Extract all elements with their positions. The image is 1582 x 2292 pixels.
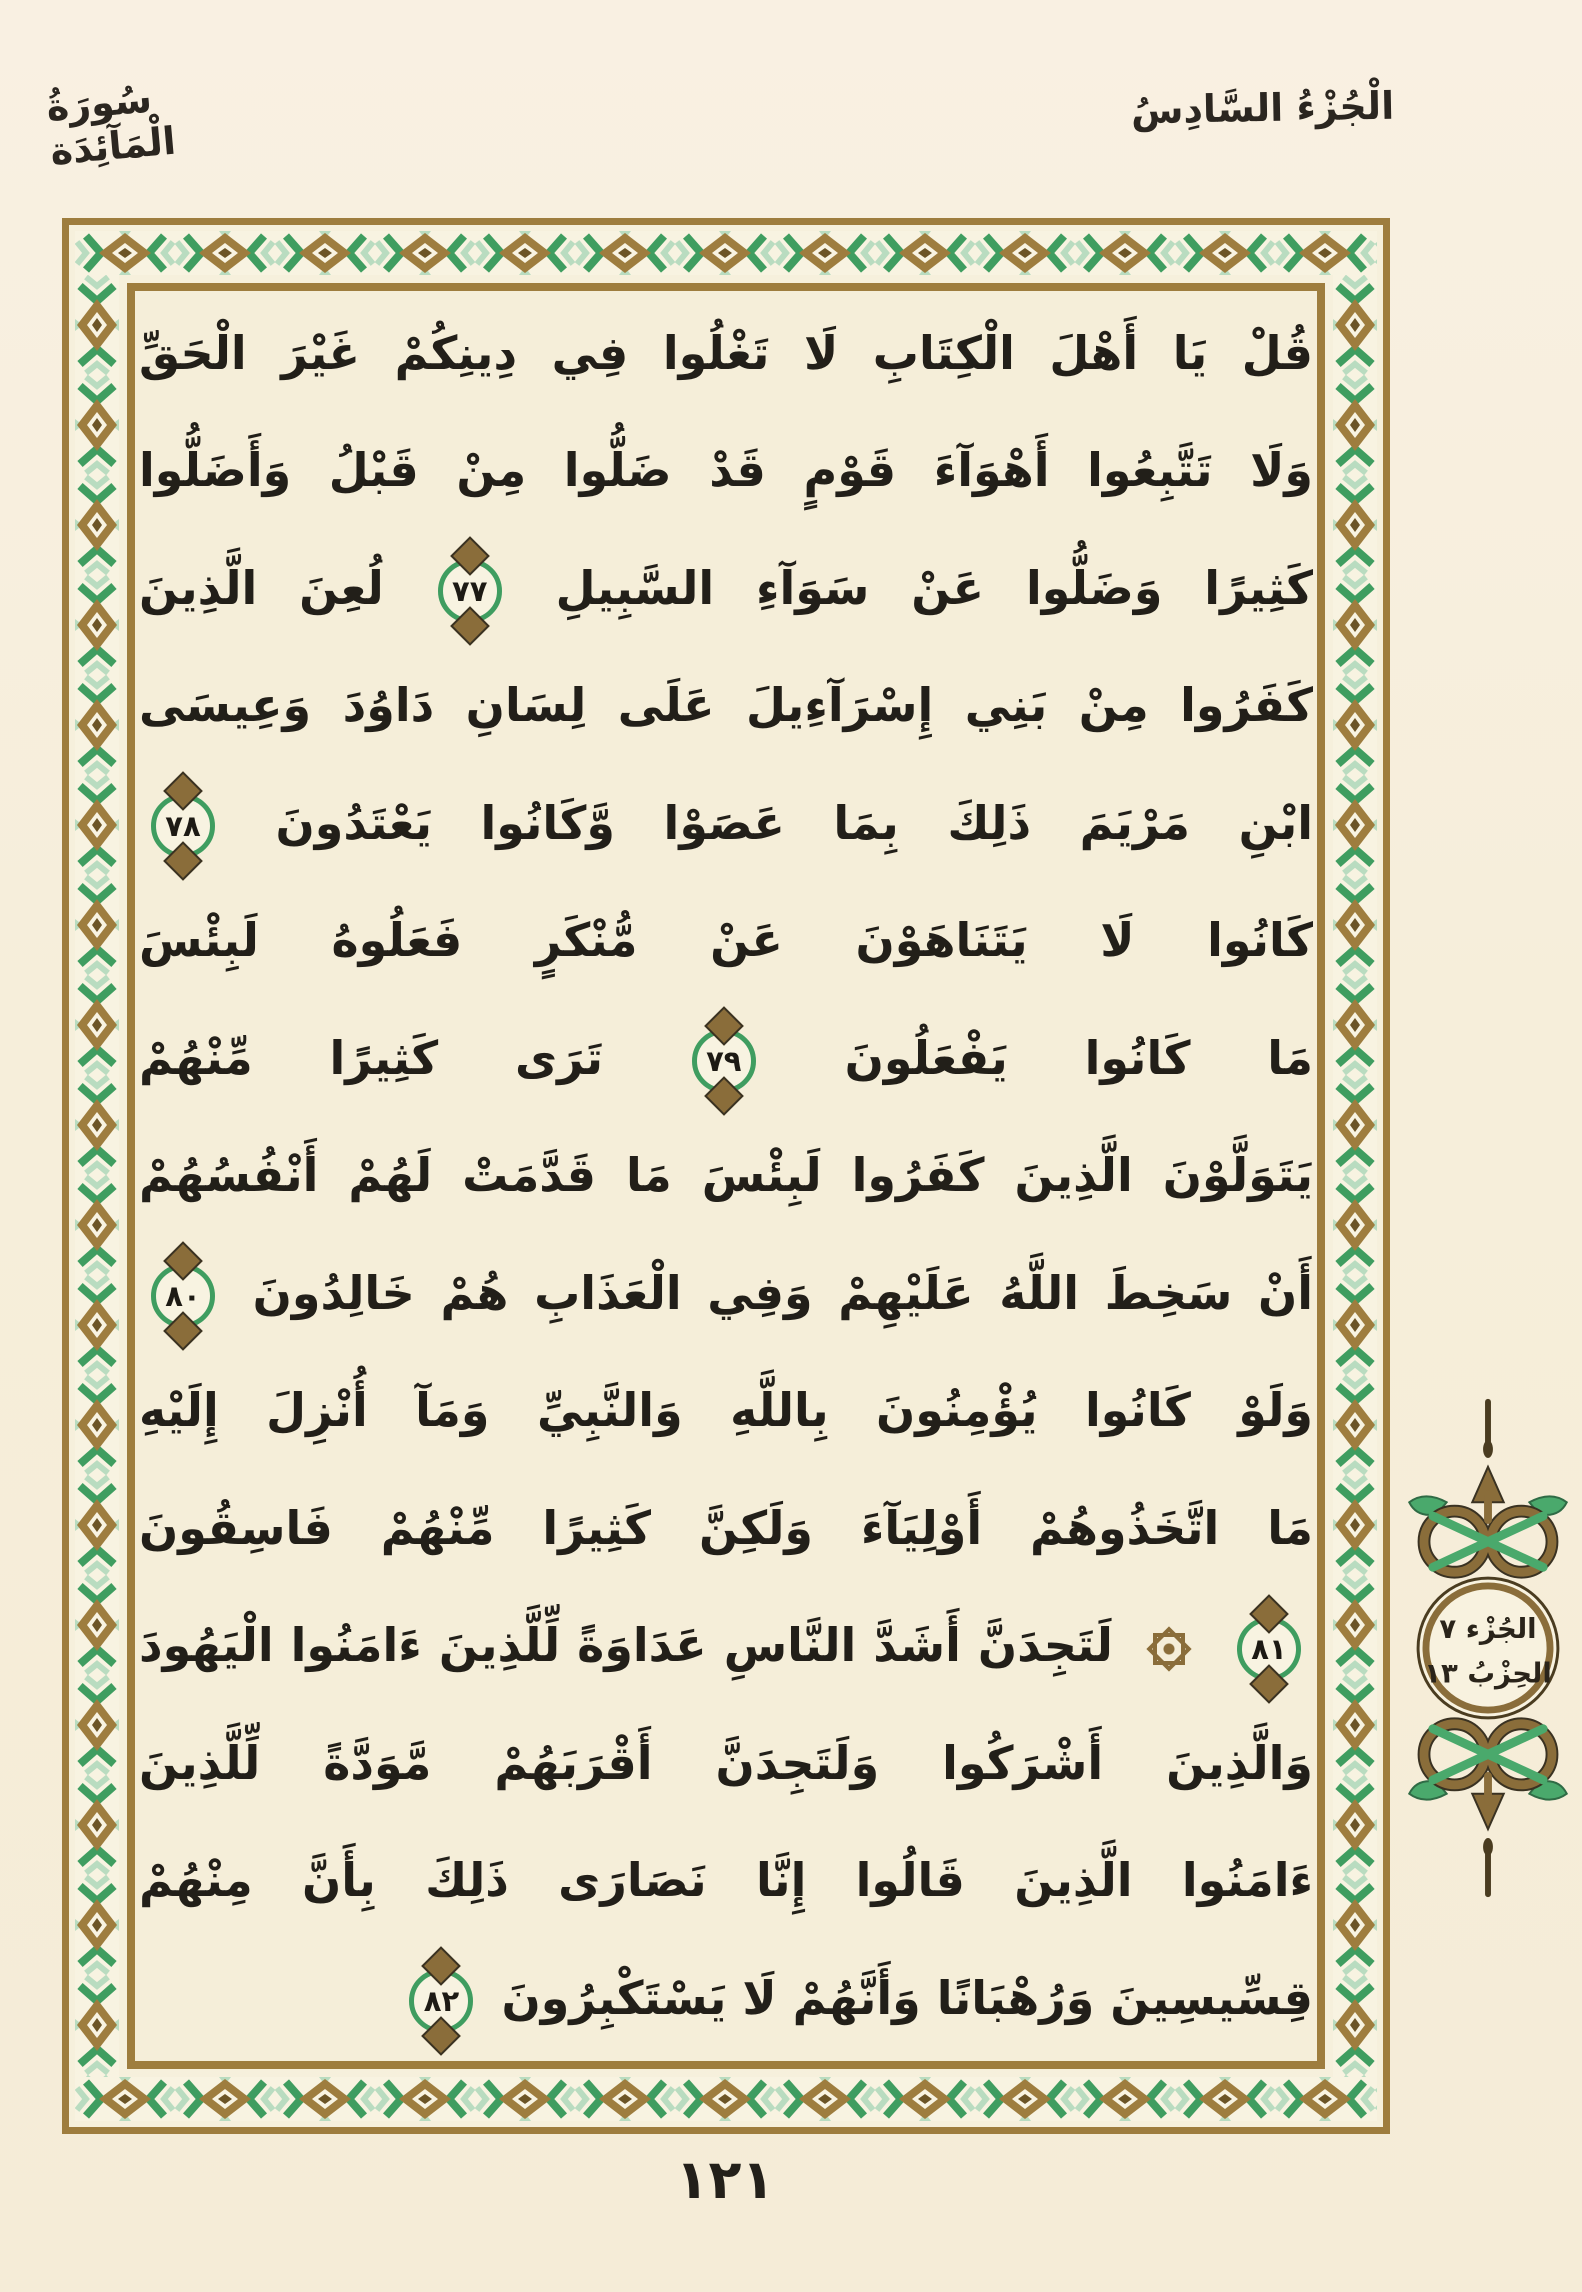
ayah-text: وَالَّذِينَ أَشْرَكُوا وَلَتَجِدَنَّ أَقْرَبَهُمْ مَّوَدَّةً لِّلَّذِينَ bbox=[139, 1735, 1313, 1790]
ayah-text: مَا كَانُوا يَفْعَلُونَ bbox=[844, 1030, 1313, 1085]
ayah-number: ٨٠ bbox=[165, 1279, 201, 1314]
ayah-number: ٧٨ bbox=[165, 809, 201, 844]
quran-line bbox=[139, 1117, 1313, 1234]
ayah-text: يَتَوَلَّوْنَ الَّذِينَ كَفَرُوا لَبِئْسَ مَا قَدَّمَتْ لَهُمْ أَنْفُسُهُمْ bbox=[139, 1148, 1313, 1203]
ayah-number: ٨١ bbox=[1251, 1631, 1287, 1666]
ayah-number: ٧٧ bbox=[452, 574, 488, 609]
quran-line bbox=[139, 1822, 1313, 1939]
quran-line bbox=[139, 1352, 1313, 1469]
quran-lines bbox=[139, 295, 1313, 2057]
ayah-end-marker-icon bbox=[151, 1264, 215, 1328]
medallion-juz-label: الجُزْء ٧ bbox=[1439, 1613, 1537, 1646]
ayah-text: قِسِّيسِينَ وَرُهْبَانًا وَأَنَّهُمْ لَا يَسْتَكْبِرُونَ bbox=[501, 1970, 1313, 2025]
ayah-text: ءَامَنُوا الَّذِينَ قَالُوا إِنَّا نَصَارَى ذَلِكَ بِأَنَّ مِنْهُمْ bbox=[139, 1853, 1313, 1908]
quran-line bbox=[139, 765, 1313, 882]
quran-line bbox=[139, 882, 1313, 999]
quran-line bbox=[139, 1940, 1313, 2057]
ayah-text: كَثِيرًا وَضَلُّوا عَنْ سَوَآءِ السَّبِيلِ bbox=[555, 560, 1314, 615]
quran-line bbox=[139, 1000, 1313, 1117]
ayah-text: لَتَجِدَنَّ أَشَدَّ النَّاسِ عَدَاوَةً لِّلَّذِينَ ءَامَنُوا الْيَهُودَ bbox=[139, 1618, 1113, 1673]
ayah-number: ٧٩ bbox=[706, 1044, 742, 1079]
border-pattern-right bbox=[1333, 275, 1377, 2077]
ayah-end-marker-icon bbox=[692, 1029, 756, 1093]
juz-hizb-medallion bbox=[1396, 1392, 1580, 1904]
quran-line bbox=[139, 1470, 1313, 1587]
ayah-text: تَرَى كَثِيرًا مِّنْهُمْ bbox=[139, 1030, 603, 1085]
quran-line bbox=[139, 647, 1313, 764]
quran-line bbox=[139, 295, 1313, 412]
medallion-knot-icon bbox=[1409, 1494, 1567, 1572]
juz-name-header: الْجُزْءُ السَّادِسُ bbox=[1130, 83, 1395, 133]
ayah-text: كَانُوا لَا يَتَنَاهَوْنَ عَنْ مُّنْكَرٍ فَعَلُوهُ لَبِئْسَ bbox=[139, 913, 1313, 968]
ayah-text: قُلْ يَا أَهْلَ الْكِتَابِ لَا تَغْلُوا فِي دِينِكُمْ غَيْرَ الْحَقِّ bbox=[139, 326, 1313, 380]
border-pattern-bottom bbox=[75, 2077, 1377, 2121]
ayah-text: وَلَا تَتَّبِعُوا أَهْوَآءَ قَوْمٍ قَدْ ضَلُّوا مِنْ قَبْلُ وَأَضَلُّوا bbox=[139, 443, 1313, 498]
surah-name-header: سُورَةُ الْمَآئِدَة bbox=[44, 76, 178, 174]
ayah-text: مَا اتَّخَذُوهُمْ أَوْلِيَآءَ وَلَكِنَّ كَثِيرًا مِّنْهُمْ فَاسِقُونَ bbox=[139, 1500, 1313, 1555]
ayah-end-marker-icon bbox=[438, 559, 502, 623]
ayah-text: ابْنِ مَرْيَمَ ذَلِكَ بِمَا عَصَوْا وَّكَانُوا يَعْتَدُونَ bbox=[275, 795, 1314, 850]
ayah-text: أَنْ سَخِطَ اللَّهُ عَلَيْهِمْ وَفِي الْعَذَابِ هُمْ خَالِدُونَ bbox=[252, 1265, 1314, 1320]
border-pattern-left bbox=[75, 275, 119, 2077]
quran-line bbox=[139, 1235, 1313, 1352]
quran-line bbox=[139, 530, 1313, 647]
ayah-text: كَفَرُوا مِنْ بَنِي إِسْرَآءِيلَ عَلَى لِسَانِ دَاوُدَ وَعِيسَى bbox=[139, 678, 1313, 733]
ayah-end-marker-icon bbox=[151, 794, 215, 858]
ayah-end-marker-icon bbox=[409, 1969, 473, 2033]
ayah-end-marker-icon bbox=[1237, 1617, 1301, 1681]
medallion-hizb-label: الحِزْبُ ١٣ bbox=[1424, 1657, 1552, 1690]
quran-line bbox=[139, 412, 1313, 529]
ayah-number: ٨٢ bbox=[423, 1984, 460, 2019]
ornamental-border-frame bbox=[62, 218, 1390, 2134]
ayah-text: وَلَوْ كَانُوا يُؤْمِنُونَ بِاللَّهِ وَالنَّبِيِّ وَمَآ أُنْزِلَ إِلَيْهِ bbox=[139, 1383, 1313, 1438]
page-number: ١٢١ bbox=[675, 2148, 775, 2211]
ayah-text: لُعِنَ الَّذِينَ bbox=[139, 560, 384, 615]
rub-el-hizb-icon bbox=[1144, 1624, 1194, 1674]
border-pattern-top bbox=[75, 231, 1377, 275]
quran-line bbox=[139, 1587, 1313, 1704]
quran-line bbox=[139, 1705, 1313, 1822]
